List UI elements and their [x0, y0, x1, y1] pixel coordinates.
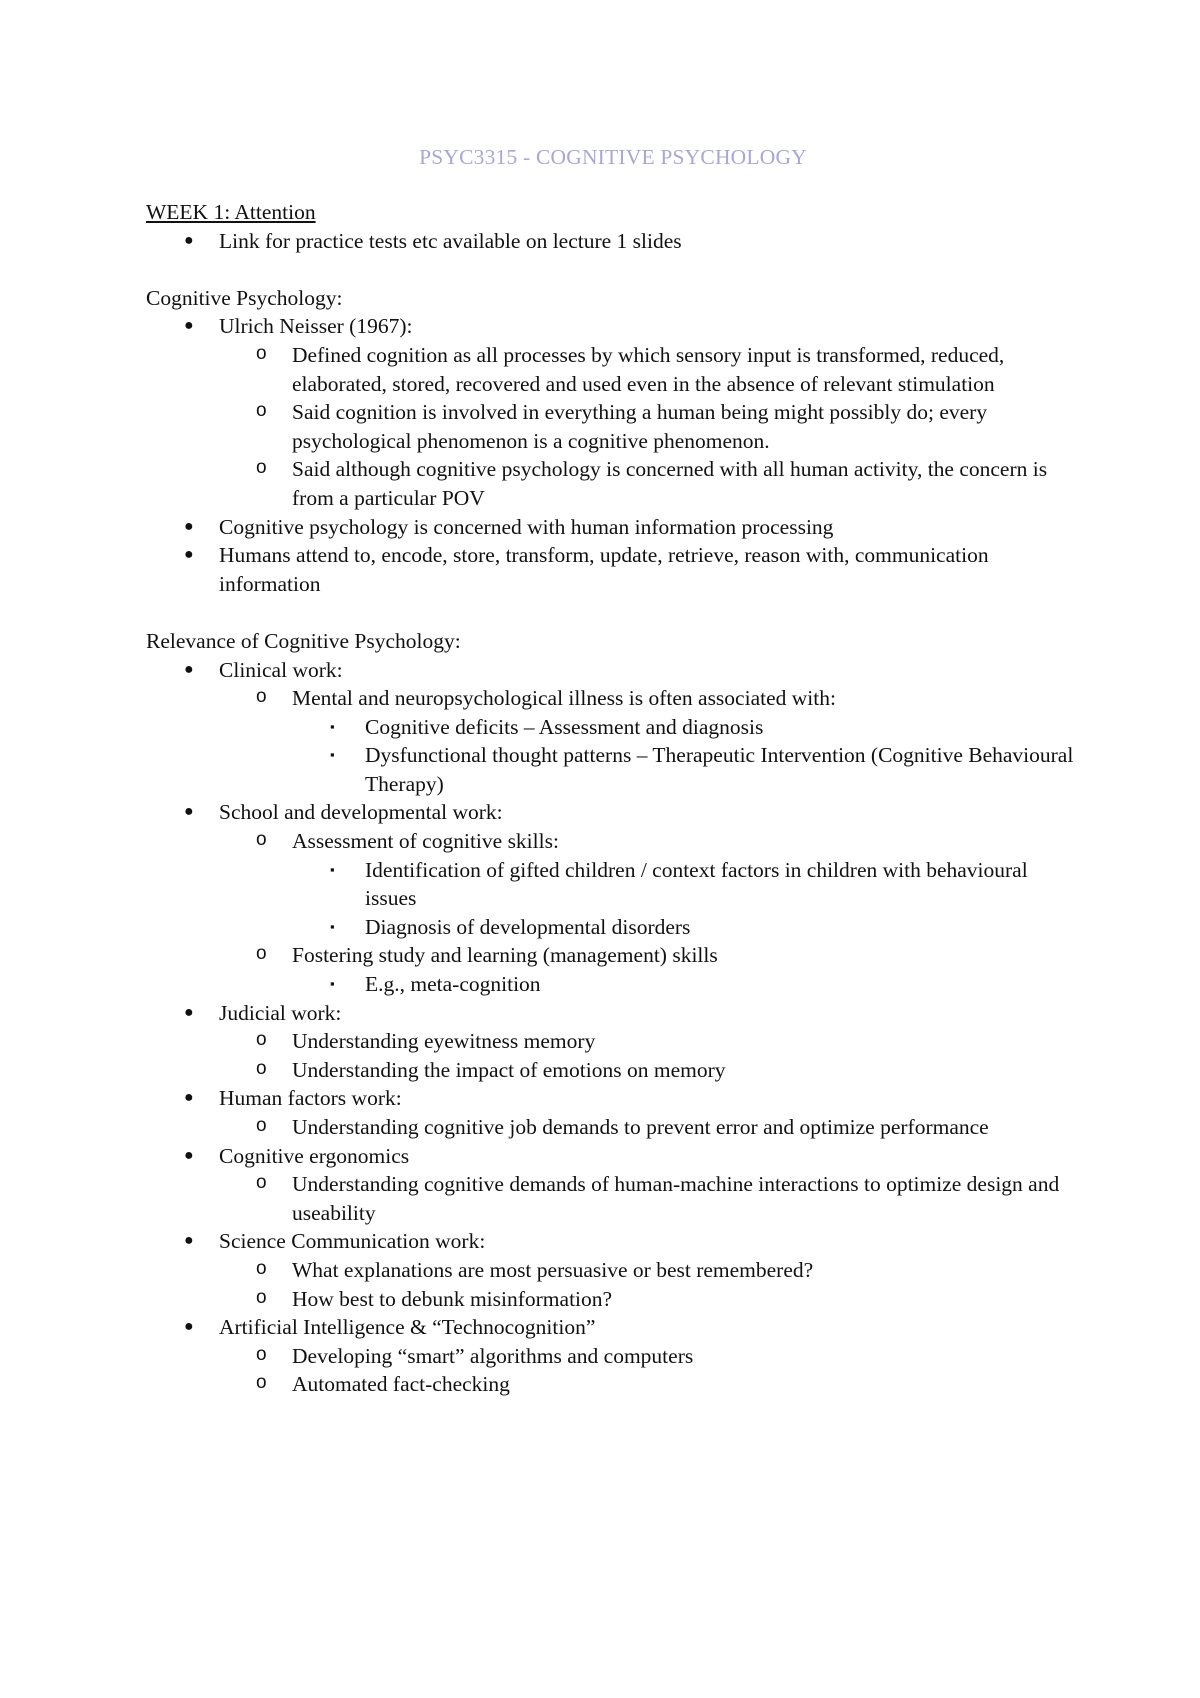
- list-item-text: E.g., meta-cognition: [365, 972, 541, 997]
- list-item-text: Mental and neuropsychological illness is often associated with:: [292, 686, 836, 711]
- list-item: [219, 455, 1080, 512]
- list-item: [219, 398, 1080, 455]
- list-item: [146, 1227, 1080, 1313]
- science-communication-sublist: [219, 1256, 1080, 1313]
- list-item: [219, 341, 1080, 398]
- circle-bullet-icon: o: [256, 400, 267, 422]
- school-sublist: [219, 827, 1080, 999]
- list-item-text: Ulrich Neisser (1967):: [219, 314, 413, 339]
- week-1-heading: WEEK 1: Attention: [146, 200, 316, 224]
- list-item-text: School and developmental work:: [219, 800, 503, 825]
- list-item: [292, 856, 1080, 913]
- circle-bullet-icon: o: [256, 1115, 267, 1136]
- list-item: [219, 941, 1080, 998]
- list-item-text: Diagnosis of developmental disorders: [365, 914, 691, 939]
- list-item-text: Cognitive ergonomics: [219, 1143, 410, 1168]
- list-item: [146, 227, 1080, 256]
- square-bullet-icon: ▪: [330, 718, 335, 734]
- circle-bullet-icon: o: [256, 943, 267, 965]
- bullet-icon: ●: [184, 1003, 194, 1021]
- list-item: [292, 970, 1080, 999]
- spacer: [146, 255, 1080, 284]
- circle-bullet-icon: o: [256, 1029, 267, 1051]
- list-item-text: Humans attend to, encode, store, transform, update, retrieve, reason with, communication information: [219, 543, 989, 596]
- bullet-icon: ●: [184, 1232, 194, 1250]
- relevance-list: [146, 656, 1080, 1399]
- document-title: PSYC3315 - COGNITIVE PSYCHOLOGY: [419, 145, 807, 169]
- list-item-text: Automated fact-checking: [292, 1372, 510, 1397]
- list-item: [146, 312, 1080, 512]
- list-item-text: Said cognition is involved in everything a human being might possibly do; every psychological phenomenon is a cognitive phenomenon.: [292, 400, 988, 453]
- bullet-icon: ●: [184, 231, 194, 249]
- circle-bullet-icon: o: [256, 457, 267, 479]
- bullet-icon: ●: [184, 317, 194, 335]
- list-item: [292, 713, 1080, 742]
- bullet-icon: ●: [184, 1146, 194, 1164]
- list-item: [146, 1084, 1080, 1141]
- circle-bullet-icon: o: [256, 1343, 267, 1365]
- clinical-subsublist: [292, 713, 1080, 799]
- list-item-text: What explanations are most persuasive or best remembered?: [292, 1257, 814, 1282]
- list-item-text: Understanding eyewitness memory: [292, 1029, 596, 1054]
- circle-bullet-icon: o: [256, 1372, 267, 1394]
- list-item: [292, 741, 1080, 798]
- list-item: [219, 1027, 1080, 1056]
- list-item-text: Developing “smart” algorithms and computers: [292, 1343, 694, 1368]
- list-item-text: Understanding cognitive demands of human-machine interactions to optimize design and useability: [292, 1172, 1060, 1225]
- list-item: [219, 1342, 1080, 1371]
- list-item-text: Artificial Intelligence & “Technocognition”: [219, 1315, 596, 1340]
- list-item-text: Judicial work:: [219, 1000, 342, 1025]
- circle-bullet-icon: o: [256, 686, 267, 708]
- list-item-text: Understanding the impact of emotions on memory: [292, 1057, 726, 1082]
- list-item: [146, 798, 1080, 998]
- circle-bullet-icon: o: [256, 829, 267, 851]
- judicial-sublist: [219, 1027, 1080, 1084]
- circle-bullet-icon: o: [256, 1057, 267, 1079]
- bullet-icon: ●: [184, 546, 194, 564]
- list-item: [146, 1313, 1080, 1399]
- square-bullet-icon: ▪: [330, 918, 335, 934]
- list-item-text: Cognitive psychology is concerned with human information processing: [219, 514, 834, 539]
- bullet-icon: ●: [184, 660, 194, 678]
- list-item: [146, 1142, 1080, 1228]
- circle-bullet-icon: o: [256, 342, 267, 364]
- ai-sublist: [219, 1342, 1080, 1399]
- bullet-icon: ●: [184, 517, 194, 535]
- list-item-text: Link for practice tests etc available on lecture 1 slides: [219, 228, 682, 253]
- list-item-text: Science Communication work:: [219, 1229, 486, 1254]
- circle-bullet-icon: o: [256, 1286, 267, 1308]
- circle-bullet-icon: o: [256, 1172, 267, 1194]
- bullet-icon: ●: [184, 1089, 194, 1107]
- list-item: [146, 541, 1080, 598]
- square-bullet-icon: ▪: [330, 747, 335, 763]
- clinical-sublist: [219, 684, 1080, 798]
- list-item: [219, 1170, 1080, 1227]
- square-bullet-icon: ▪: [330, 976, 335, 992]
- list-item: [219, 1370, 1080, 1399]
- list-item: [219, 1285, 1080, 1314]
- list-item-text: Understanding cognitive job demands to prevent error and optimize performance: [292, 1115, 989, 1139]
- list-item-text: How best to debunk misinformation?: [292, 1286, 613, 1311]
- list-item-text: Cognitive deficits – Assessment and diagnosis: [365, 714, 764, 739]
- bullet-icon: ●: [184, 1318, 194, 1336]
- list-item: [146, 999, 1080, 1085]
- list-item: [146, 513, 1080, 542]
- list-item-text: Human factors work:: [219, 1086, 402, 1111]
- list-item-text: Assessment of cognitive skills:: [292, 829, 559, 854]
- list-item-text: Identification of gifted children / context factors in children with behavioural issues: [365, 857, 1028, 911]
- list-item-text: Said although cognitive psychology is concerned with all human activity, the concern is from a particular POV: [292, 457, 1048, 510]
- list-item: [219, 1056, 1080, 1085]
- fostering-subsublist: [292, 970, 1080, 999]
- list-item: [146, 656, 1080, 799]
- assessment-subsublist: [292, 856, 1080, 942]
- list-item: [219, 827, 1080, 941]
- list-item: [219, 1113, 1080, 1142]
- circle-bullet-icon: o: [256, 1257, 267, 1279]
- list-item: [219, 684, 1080, 798]
- neisser-sublist: [219, 341, 1080, 513]
- cognitive-psychology-heading: Cognitive Psychology:: [146, 285, 343, 310]
- spacer: [146, 598, 1080, 627]
- list-item-text: Defined cognition as all processes by which sensory input is transformed, reduced, elaborated, stored, recovered and used even in the absence of relevant stimulation: [292, 342, 1005, 396]
- list-item: [219, 1256, 1080, 1285]
- square-bullet-icon: ▪: [330, 861, 335, 877]
- human-factors-sublist: [219, 1113, 1080, 1142]
- bullet-icon: ●: [184, 803, 194, 821]
- list-item-text: Dysfunctional thought patterns – Therapeutic Intervention (Cognitive Behavioural Therapy): [365, 743, 1074, 796]
- week-1-list: [146, 227, 1080, 256]
- list-item-text: Fostering study and learning (management) skills: [292, 943, 718, 968]
- relevance-heading: Relevance of Cognitive Psychology:: [146, 628, 461, 653]
- cognitive-psychology-list: [146, 312, 1080, 598]
- list-item: [292, 913, 1080, 942]
- ergonomics-sublist: [219, 1170, 1080, 1227]
- list-item-text: Clinical work:: [219, 657, 343, 682]
